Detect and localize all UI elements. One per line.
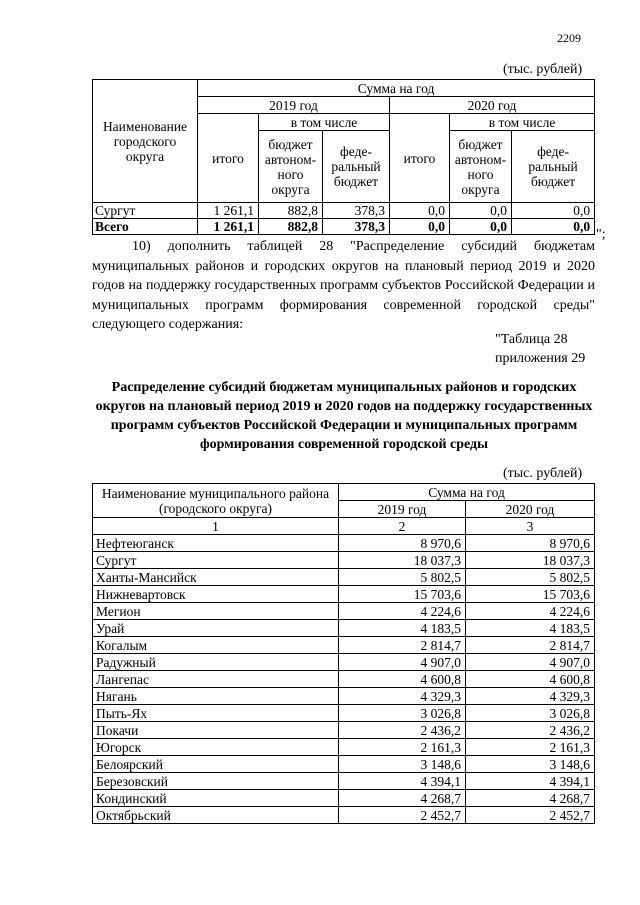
row-name: Урай (93, 620, 339, 637)
table-row (93, 807, 595, 824)
cell: 882,8 (259, 219, 323, 235)
row-name: Октябрьский (93, 807, 339, 824)
cell: 378,3 (323, 203, 390, 219)
header-year-2020: 2020 год (466, 501, 595, 518)
value-2019: 15 703,6 (339, 586, 466, 603)
value-2019: 4 268,7 (339, 790, 466, 807)
cell: 882,8 (259, 203, 323, 219)
value-2019: 18 037,3 (339, 552, 466, 569)
table-row (93, 535, 595, 552)
value-2020: 4 600,8 (466, 671, 595, 688)
subsidy-table-1 (92, 79, 595, 235)
value-2020: 4 394,1 (466, 773, 595, 790)
table-ref-line1: "Таблица 28 (495, 332, 568, 347)
header-total-2019: итого (198, 114, 259, 203)
value-2019: 2 161,3 (339, 739, 466, 756)
cell: 378,3 (323, 219, 390, 235)
header-federal-2019: феде-ральный бюджет (323, 131, 390, 203)
header-name: Наименование городского округа (93, 80, 198, 203)
subsidy-table-2 (92, 483, 595, 824)
cell: 0,0 (390, 203, 450, 219)
value-2019: 4 600,8 (339, 671, 466, 688)
table-row (93, 637, 595, 654)
value-2020: 2 161,3 (466, 739, 595, 756)
header-budget-ao-2019: бюджет автоном-ного округа (259, 131, 323, 203)
value-2020: 2 452,7 (466, 807, 595, 824)
header-sum: Сумма на год (339, 484, 595, 501)
col-number-1: 1 (93, 518, 339, 535)
close-quote: "; (596, 227, 606, 242)
value-2020: 5 802,5 (466, 569, 595, 586)
row-name: Сургут (93, 552, 339, 569)
col-number-3: 3 (466, 518, 595, 535)
cell: 1 261,1 (198, 219, 259, 235)
cell: 0,0 (512, 203, 595, 219)
cell: 0,0 (450, 219, 512, 235)
table-reference (495, 330, 585, 368)
value-2020: 4 268,7 (466, 790, 595, 807)
value-2020: 3 026,8 (466, 705, 595, 722)
row-name: Нефтеюганск (93, 535, 339, 552)
value-2020: 18 037,3 (466, 552, 595, 569)
cell: 1 261,1 (198, 203, 259, 219)
value-2020: 3 148,6 (466, 756, 595, 773)
value-2020: 15 703,6 (466, 586, 595, 603)
row-name: Пыть-Ях (93, 705, 339, 722)
table-row (93, 773, 595, 790)
row-name: Ханты-Мансийск (93, 569, 339, 586)
value-2019: 5 802,5 (339, 569, 466, 586)
value-2019: 2 814,7 (339, 637, 466, 654)
row-name: Березовский (93, 773, 339, 790)
value-2019: 4 907,0 (339, 654, 466, 671)
table-row (93, 756, 595, 773)
table-row (93, 620, 595, 637)
table-row (93, 203, 595, 219)
header-federal-2020: феде-ральный бюджет (512, 131, 595, 203)
value-2019: 4 329,3 (339, 688, 466, 705)
value-2020: 4 329,3 (466, 688, 595, 705)
value-2019: 4 224,6 (339, 603, 466, 620)
table-row (93, 671, 595, 688)
row-name: Нягань (93, 688, 339, 705)
table-row (93, 705, 595, 722)
table-row (93, 739, 595, 756)
row-name: Радужный (93, 654, 339, 671)
table1-unit: (тыс. рублей) (503, 62, 583, 77)
value-2020: 4 224,6 (466, 603, 595, 620)
table-row (93, 722, 595, 739)
row-name: Покачи (93, 722, 339, 739)
table-row (93, 569, 595, 586)
header-year-2020: 2020 год (390, 97, 595, 114)
row-name: Сургут (93, 203, 198, 219)
row-name: Нижневартовск (93, 586, 339, 603)
value-2020: 2 814,7 (466, 637, 595, 654)
cell: 0,0 (450, 203, 512, 219)
header-year-2019: 2019 год (198, 97, 390, 114)
header-sum: Сумма на год (198, 80, 595, 97)
value-2019: 3 026,8 (339, 705, 466, 722)
table-row (93, 688, 595, 705)
value-2019: 4 394,1 (339, 773, 466, 790)
header-budget-ao-2020: бюджет автоном-ного округа (450, 131, 512, 203)
table-row (93, 654, 595, 671)
row-name: Всего (93, 219, 198, 235)
header-incl-2019: в том числе (259, 114, 390, 131)
table-row (93, 586, 595, 603)
header-total-2020: итого (390, 114, 450, 203)
row-name: Мегион (93, 603, 339, 620)
row-name: Белоярский (93, 756, 339, 773)
table-row-total (93, 219, 595, 235)
row-name: Югорск (93, 739, 339, 756)
value-2019: 3 148,6 (339, 756, 466, 773)
table-row (93, 603, 595, 620)
cell: 0,0 (512, 219, 595, 235)
value-2019: 8 970,6 (339, 535, 466, 552)
value-2020: 2 436,2 (466, 722, 595, 739)
value-2020: 8 970,6 (466, 535, 595, 552)
header-name: Наименование муниципального района (городского округа) (93, 484, 339, 518)
value-2019: 2 452,7 (339, 807, 466, 824)
table2-unit: (тыс. рублей) (503, 466, 583, 481)
page-number: 2209 (557, 31, 581, 45)
table-row (93, 790, 595, 807)
value-2019: 4 183,5 (339, 620, 466, 637)
value-2020: 4 183,5 (466, 620, 595, 637)
value-2019: 2 436,2 (339, 722, 466, 739)
col-number-2: 2 (339, 518, 466, 535)
cell: 0,0 (390, 219, 450, 235)
row-name: Когалым (93, 637, 339, 654)
row-name: Кондинский (93, 790, 339, 807)
document-title: Распределение субсидий бюджетам муниципальных районов и городских округов на плановый период 2019 и 2020 годов на поддержку государственных программ субъектов Российской Федерации и муниципальных программ формирования современной городской среды (95, 380, 593, 452)
table-row (93, 552, 595, 569)
table-ref-line2: приложения 29 (495, 351, 586, 366)
value-2020: 4 907,0 (466, 654, 595, 671)
header-year-2019: 2019 год (339, 501, 466, 518)
row-name: Лангепас (93, 671, 339, 688)
amendment-paragraph: 10) дополнить таблицей 28 "Распределение субсидий бюджетам муниципальных районов и городских округов на плановый период 2019 и 2020 годов на поддержку государственных программ субъектов Российской Федерации и муниципальных программ формирования современной городской среды" следующего содержания: (92, 239, 595, 333)
header-incl-2020: в том числе (450, 114, 595, 131)
